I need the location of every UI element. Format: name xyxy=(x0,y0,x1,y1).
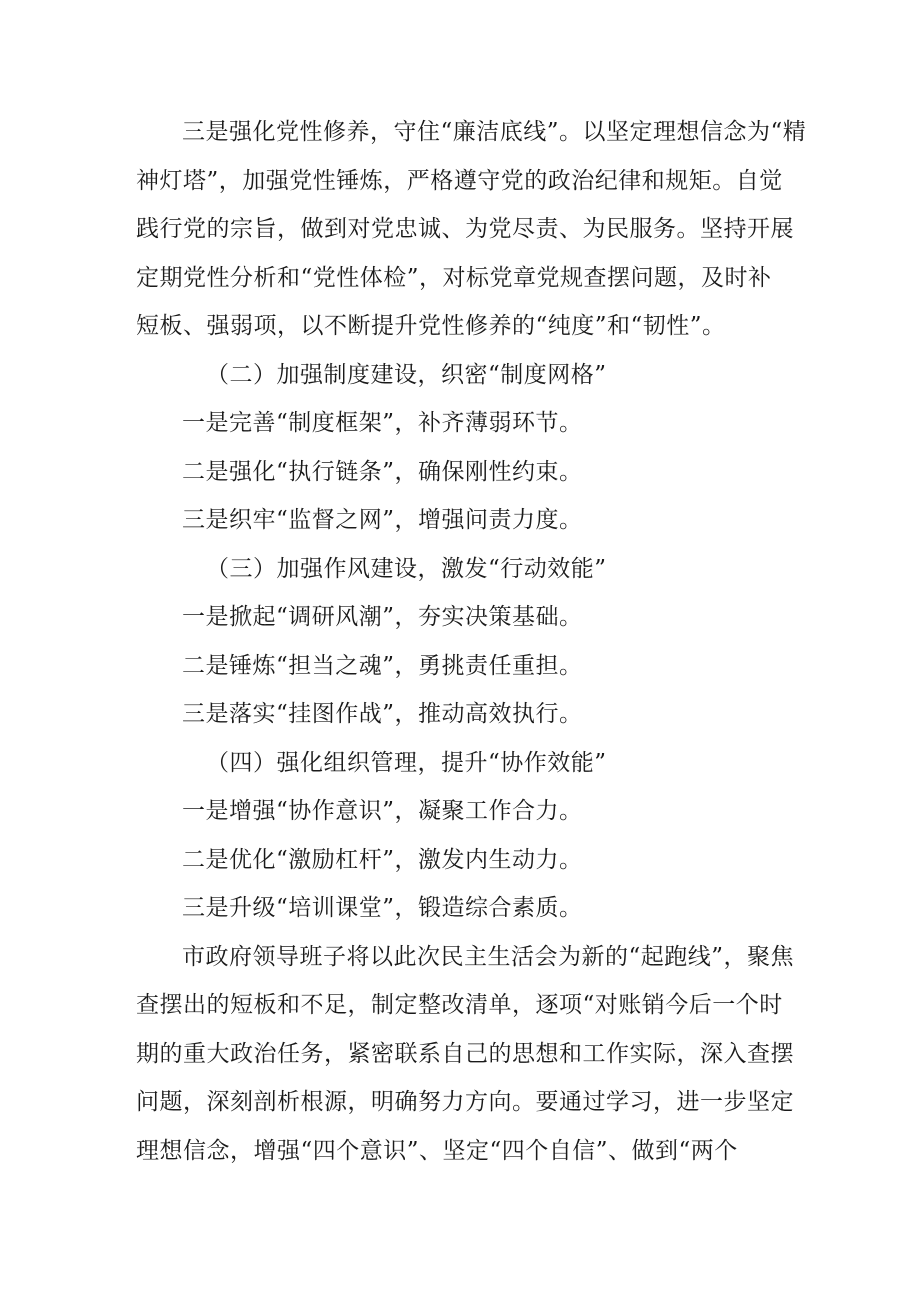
text-line: 市政府领导班子将以此次民主生活会为新的“起跑线”，聚焦 xyxy=(182,943,795,970)
list-item: 一是增强“协作意识”，凝聚工作合力。 xyxy=(182,798,583,824)
text-line: 三是强化党性修养，守住“廉洁底线”。以坚定理想信念为“精 xyxy=(182,119,807,145)
list-item: 一是完善“制度框架”，补齐薄弱环节。 xyxy=(182,410,583,436)
list-item: 二是优化“激励杠杆”，激发内生动力。 xyxy=(182,846,583,873)
paragraph-rectification xyxy=(136,933,796,1176)
section-heading: （三）加强作风建设，激发“行动效能” xyxy=(206,555,607,582)
text-line: 查摆出的短板和不足，制定整改清单，逐项“对账销今后一个时 xyxy=(136,992,783,1018)
text-line: 定期党性分析和“党性体检”，对标党章党规查摆问题，及时补 xyxy=(136,264,772,291)
text-line: 践行党的宗旨，做到对党忠诚、为党尽责、为民服务。坚持开展 xyxy=(136,216,794,242)
list-item: 二是强化“执行链条”，确保刚性约束。 xyxy=(182,458,583,485)
list-item: 三是织牢“监督之网”，增强问责力度。 xyxy=(182,507,583,533)
list-item: 二是锤炼“担当之魂”，勇挑责任重担。 xyxy=(182,652,583,679)
document-body xyxy=(136,108,807,1175)
section-heading: （四）强化组织管理，提升“协作效能” xyxy=(206,749,607,776)
section-style-building xyxy=(136,545,796,739)
text-line: 期的重大政治任务，紧密联系自己的思想和工作实际，深入查摆 xyxy=(136,1040,794,1067)
text-line: 问题，深刻剖析根源，明确努力方向。要通过学习，进一步坚定 xyxy=(136,1089,794,1115)
list-item: 三是升级“培训课堂”，锻造综合素质。 xyxy=(182,895,583,921)
list-item: 三是落实“挂图作战”，推动高效执行。 xyxy=(182,701,583,727)
section-system-building xyxy=(136,351,796,545)
text-line: 短板、强弱项，以不断提升党性修养的“纯度”和“韧性”。 xyxy=(136,313,726,339)
section-heading: （二）加强制度建设，织密“制度网格” xyxy=(206,361,607,388)
list-item: 一是掀起“调研风潮”，夯实决策基础。 xyxy=(182,604,583,630)
paragraph-party-cultivation xyxy=(136,108,807,351)
text-line: 神灯塔”，加强党性锤炼，严格遵守党的政治纪律和规矩。自觉 xyxy=(136,167,783,194)
text-line: 理想信念，增强“四个意识”、坚定“四个自信”、做到“两个 xyxy=(136,1137,738,1164)
section-organization-management xyxy=(136,739,796,933)
